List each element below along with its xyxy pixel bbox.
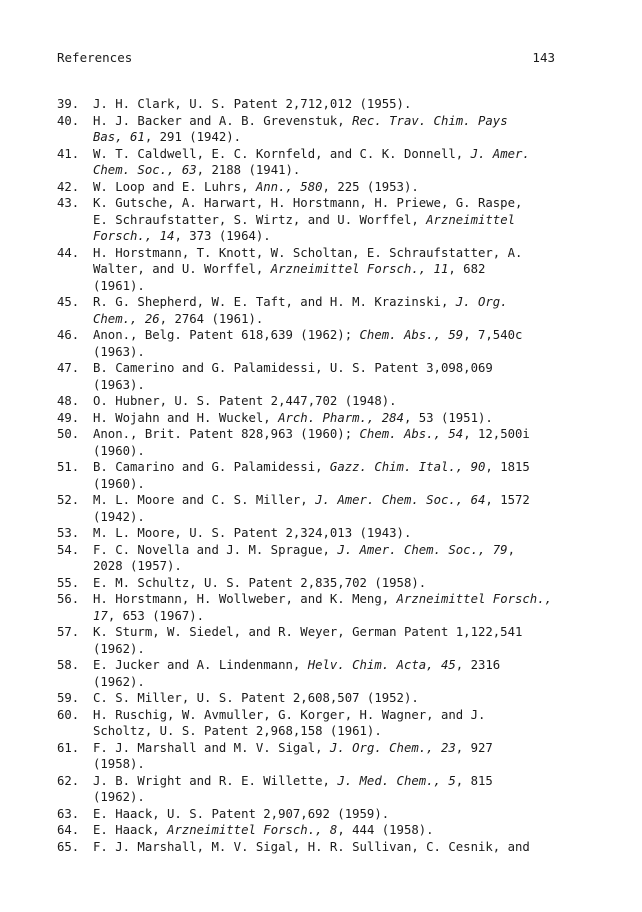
reference-entry	[57, 492, 577, 525]
reference-number: 47.	[57, 361, 80, 375]
journal-citation: J. Org. Chem., 23	[329, 740, 456, 755]
reference-number: 41.	[57, 146, 80, 161]
reference-entry	[57, 360, 577, 393]
reference-number: 42.	[57, 179, 80, 194]
reference-text	[93, 707, 577, 740]
reference-fragment: , 815 (1962).	[93, 773, 493, 804]
reference-fragment: H. Ruschig, W. Avmuller, G. Korger, H. Wagner, and J. Scholtz, U. S. Patent 2,968,158 (1961).	[93, 707, 486, 738]
reference-fragment: , 53 (1951).	[403, 410, 493, 425]
journal-citation: Ann., 580	[255, 179, 323, 194]
reference-fragment: M. L. Moore, U. S. Patent 2,324,013 (1943).	[93, 526, 412, 540]
reference-fragment: , 1572 (1942).	[93, 493, 530, 524]
page-number: 143	[532, 50, 555, 65]
journal-citation: Arzneimittel Forsch., 14	[93, 212, 515, 243]
reference-entry	[57, 426, 577, 459]
reference-fragment: J. H. Clark, U. S. Patent 2,712,012 (1955).	[93, 97, 412, 111]
reference-text	[93, 492, 577, 525]
reference-text	[93, 575, 577, 592]
reference-fragment: , 291 (1942).	[144, 130, 242, 144]
reference-fragment: , 682 (1961).	[93, 262, 486, 293]
journal-citation: Arzneimittel Forsch., 8	[167, 823, 338, 837]
reference-fragment: M. L. Moore and C. S. Miller,	[93, 493, 316, 507]
reference-entry	[57, 245, 577, 295]
reference-number: 57.	[57, 625, 80, 639]
reference-entry	[57, 740, 577, 773]
journal-citation: J. Med. Chem., 5	[337, 773, 456, 788]
reference-fragment: Anon., Brit. Patent 828,963 (1960);	[93, 427, 360, 441]
reference-text	[93, 822, 577, 839]
reference-fragment: , 1815 (1960).	[93, 460, 530, 491]
reference-text	[93, 410, 577, 427]
reference-fragment: K. Gutsche, A. Harwart, H. Horstmann, H. Priewe, G. Raspe, E. Schraufstatter, S. Wirtz, and U. Worffel,	[93, 196, 523, 227]
reference-text	[93, 690, 577, 707]
reference-fragment: R. G. Shepherd, W. E. Taft, and H. M. Krazinski,	[93, 295, 456, 309]
journal-citation: J. Org. Chem., 26	[93, 295, 508, 326]
reference-number: 51.	[57, 460, 80, 474]
reference-text	[93, 525, 577, 542]
reference-number: 62.	[57, 773, 80, 788]
reference-text	[93, 426, 577, 459]
reference-number: 48.	[57, 394, 80, 408]
reference-number: 44.	[57, 245, 80, 260]
reference-fragment: B. Camarino and G. Palamidessi,	[93, 460, 330, 474]
reference-fragment: E. Haack, U. S. Patent 2,907,692 (1959).	[93, 806, 390, 821]
reference-text	[93, 542, 577, 575]
reference-number: 49.	[57, 410, 80, 425]
reference-fragment: H. Horstmann, T. Knott, W. Scholtan, E. Schraufstatter, A. Walter, and U. Worffel,	[93, 245, 523, 276]
reference-fragment: , 2188 (1941).	[196, 163, 301, 177]
reference-text	[93, 245, 577, 295]
reference-entry	[57, 195, 577, 245]
reference-number: 63.	[57, 806, 80, 821]
reference-text	[93, 327, 577, 360]
reference-entry	[57, 773, 577, 806]
reference-fragment: , 653 (1967).	[107, 608, 205, 623]
reference-text	[93, 113, 577, 146]
reference-number: 61.	[57, 740, 80, 755]
reference-text	[93, 591, 577, 624]
reference-number: 45.	[57, 295, 80, 309]
reference-text	[93, 393, 577, 410]
reference-fragment: E. Jucker and A. Lindenmann,	[93, 658, 308, 672]
reference-number: 54.	[57, 542, 80, 557]
reference-entry	[57, 146, 577, 179]
journal-citation: Arzneimittel Forsch., 17	[93, 592, 553, 623]
journal-citation: J. Amer. Chem. Soc., 64	[315, 493, 486, 507]
reference-entry	[57, 690, 577, 707]
reference-text	[93, 294, 577, 327]
reference-fragment: , 2028 (1957).	[93, 542, 515, 573]
journal-citation: Rec. Trav. Chim. Pays Bas, 61	[93, 113, 508, 144]
reference-entry	[57, 294, 577, 327]
reference-fragment: F. J. Marshall, M. V. Sigal, H. R. Sullivan, C. Cesnik, and	[93, 839, 530, 854]
journal-citation: Chem. Abs., 54	[359, 427, 464, 441]
journal-citation: Chem. Abs., 59	[359, 328, 464, 342]
reference-entry	[57, 575, 577, 592]
reference-fragment: C. S. Miller, U. S. Patent 2,608,507 (1952).	[93, 691, 419, 705]
reference-fragment: , 12,500i (1960).	[93, 427, 530, 458]
reference-entry	[57, 410, 577, 427]
reference-entry	[57, 657, 577, 690]
reference-fragment: F. C. Novella and J. M. Sprague,	[93, 542, 338, 557]
reference-text	[93, 146, 577, 179]
reference-number: 53.	[57, 526, 80, 540]
reference-text	[93, 773, 577, 806]
reference-fragment: J. B. Wright and R. E. Willette,	[93, 773, 338, 788]
reference-number: 58.	[57, 658, 80, 672]
reference-entry	[57, 459, 577, 492]
reference-entry	[57, 113, 577, 146]
reference-number: 60.	[57, 707, 80, 722]
reference-number: 64.	[57, 823, 80, 837]
reference-text	[93, 657, 577, 690]
reference-number: 40.	[57, 113, 80, 128]
reference-entry	[57, 179, 577, 196]
reference-number: 56.	[57, 592, 80, 606]
reference-entry	[57, 707, 577, 740]
journal-citation: Helv. Chim. Acta, 45	[307, 658, 456, 672]
reference-number: 55.	[57, 575, 80, 590]
reference-entry	[57, 542, 577, 575]
running-title: References	[57, 50, 133, 65]
reference-fragment: W. Loop and E. Luhrs,	[93, 179, 256, 194]
reference-number: 46.	[57, 328, 80, 342]
reference-text	[93, 459, 577, 492]
reference-number: 39.	[57, 97, 80, 111]
reference-fragment: B. Camerino and G. Palamidessi, U. S. Patent 3,098,069 (1963).	[93, 361, 493, 392]
reference-text	[93, 195, 577, 245]
reference-entry	[57, 806, 577, 823]
reference-fragment: Anon., Belg. Patent 618,639 (1962);	[93, 328, 360, 342]
reference-fragment: W. T. Caldwell, E. C. Kornfeld, and C. K. Donnell,	[93, 146, 471, 161]
reference-text	[93, 624, 577, 657]
reference-fragment: , 225 (1953).	[322, 179, 419, 194]
reference-fragment: K. Sturm, W. Siedel, and R. Weyer, German Patent 1,122,541 (1962).	[93, 625, 523, 656]
reference-fragment: E. Haack,	[93, 823, 168, 837]
reference-number: 43.	[57, 196, 80, 210]
journal-citation: Arzneimittel Forsch., 11	[270, 262, 449, 276]
reference-number: 65.	[57, 839, 80, 854]
reference-text	[93, 96, 577, 113]
reference-entry	[57, 393, 577, 410]
reference-number: 50.	[57, 427, 80, 441]
reference-entry	[57, 525, 577, 542]
reference-fragment: H. Wojahn and H. Wuckel,	[93, 410, 279, 425]
journal-citation: Arch. Pharm., 284	[278, 410, 404, 425]
journal-citation: J. Amer. Chem. Soc., 63	[93, 146, 530, 177]
reference-number: 52.	[57, 493, 80, 507]
reference-number: 59.	[57, 691, 80, 705]
reference-list	[57, 96, 577, 855]
reference-text	[93, 740, 577, 773]
reference-fragment: H. Horstmann, H. Wollweber, and K. Meng,	[93, 592, 397, 606]
reference-fragment: , 444 (1958).	[337, 823, 434, 837]
reference-entry	[57, 96, 577, 113]
reference-fragment: , 373 (1964).	[174, 229, 271, 243]
journal-citation: J. Amer. Chem. Soc., 79	[337, 542, 508, 557]
reference-text	[93, 839, 577, 856]
reference-text	[93, 360, 577, 393]
reference-fragment: H. J. Backer and A. B. Grevenstuk,	[93, 113, 353, 128]
reference-text	[93, 179, 577, 196]
reference-fragment: , 7,540c (1963).	[93, 328, 523, 359]
reference-fragment: O. Hubner, U. S. Patent 2,447,702 (1948).	[93, 394, 397, 408]
reference-entry	[57, 591, 577, 624]
reference-entry	[57, 822, 577, 839]
reference-fragment: , 2764 (1961).	[159, 311, 264, 326]
reference-entry	[57, 839, 577, 856]
reference-entry	[57, 327, 577, 360]
reference-entry	[57, 624, 577, 657]
reference-fragment: , 927 (1958).	[93, 740, 493, 771]
journal-citation: Gazz. Chim. Ital., 90	[329, 460, 486, 474]
reference-fragment: F. J. Marshall and M. V. Sigal,	[93, 740, 330, 755]
reference-fragment: E. M. Schultz, U. S. Patent 2,835,702 (1958).	[93, 575, 427, 590]
reference-fragment: , 2316 (1962).	[93, 658, 501, 689]
reference-text	[93, 806, 577, 823]
